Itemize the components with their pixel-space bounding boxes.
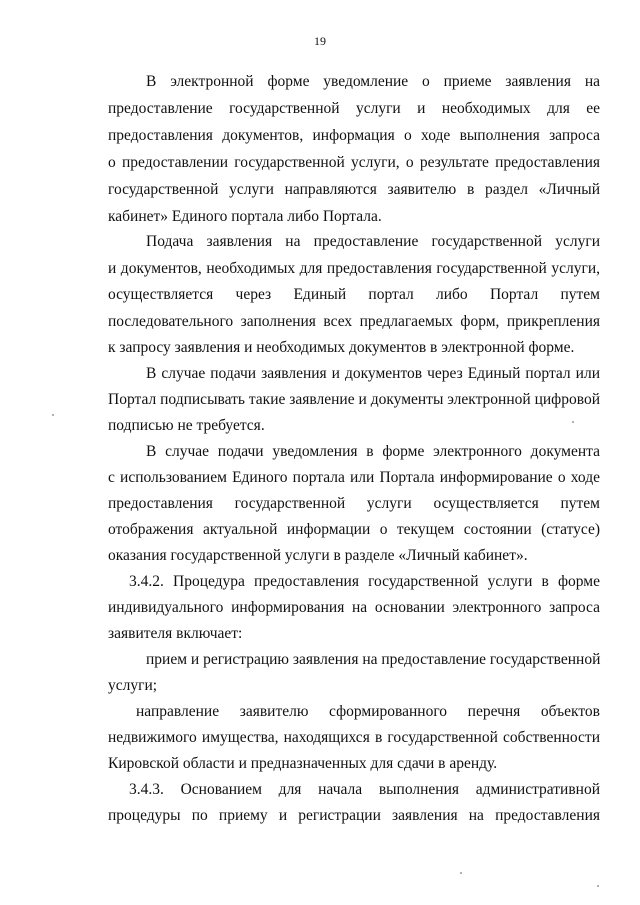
text-line: осуществляется через Единый портал либо Портал путем <box>108 286 600 303</box>
text-line: о предоставлении государственной услуги, о результате предоставления <box>108 154 600 171</box>
text-line: недвижимого имущества, находящихся в государственной собственности <box>108 729 600 746</box>
text-line: В случае подачи уведомления в форме электронного документа <box>146 443 600 460</box>
text-line: последовательного заполнения всех предлагаемых форм, прикрепления <box>108 313 600 330</box>
scan-speck <box>460 872 462 874</box>
page-number: 19 <box>314 34 326 48</box>
text-line: 3.4.2. Процедура предоставления государственной услуги в форме <box>129 573 600 590</box>
text-line: Портал подписывать такие заявление и документы электронной цифровой <box>108 391 600 408</box>
scan-speck <box>52 414 54 416</box>
text-line: и документов, необходимых для предоставления государственной услуги, <box>108 260 600 277</box>
text-line: направление заявителю сформированного перечня объектов <box>136 703 600 720</box>
scan-speck <box>572 421 574 423</box>
text-line: подписью не требуется. <box>108 417 265 434</box>
scan-speck <box>597 885 599 887</box>
text-line: предоставления государственной услуги осуществляется путем <box>108 495 600 512</box>
text-line: оказания государственной услуги в разделе «Личный кабинет». <box>108 547 528 564</box>
text-line: услуги; <box>108 677 158 694</box>
text-line: отображения актуальной информации о текущем состоянии (статусе) <box>108 521 600 538</box>
text-line: Кировской области и предназначенных для сдачи в аренду. <box>108 755 498 772</box>
text-line: 3.4.3. Основанием для начала выполнения административной <box>129 781 600 798</box>
text-line: В случае подачи заявления и документов через Единый портал или <box>146 365 600 382</box>
text-line: предоставление государственной услуги и необходимых для ее <box>108 100 600 117</box>
text-line: В электронной форме уведомление о приеме заявления на <box>146 73 600 90</box>
text-line: кабинет» Единого портала либо Портала. <box>108 208 382 225</box>
text-line: процедуры по приему и регистрации заявления на предоставления <box>108 807 600 824</box>
text-line: государственной услуги направляются заявителю в раздел «Личный <box>108 181 600 198</box>
text-line: прием и регистрацию заявления на предоставление государственной <box>146 651 601 668</box>
text-line: Подача заявления на предоставление государственной услуги <box>146 233 600 250</box>
text-line: индивидуального информирования на основании электронного запроса <box>108 599 600 616</box>
text-line: с использованием Единого портала или Портала информирование о ходе <box>108 469 600 486</box>
text-line: предоставления документов, информация о ходе выполнения запроса <box>108 127 600 144</box>
text-line: к запросу заявления и необходимых документов в электронной форме. <box>108 339 575 356</box>
text-line: заявителя включает: <box>108 625 243 642</box>
